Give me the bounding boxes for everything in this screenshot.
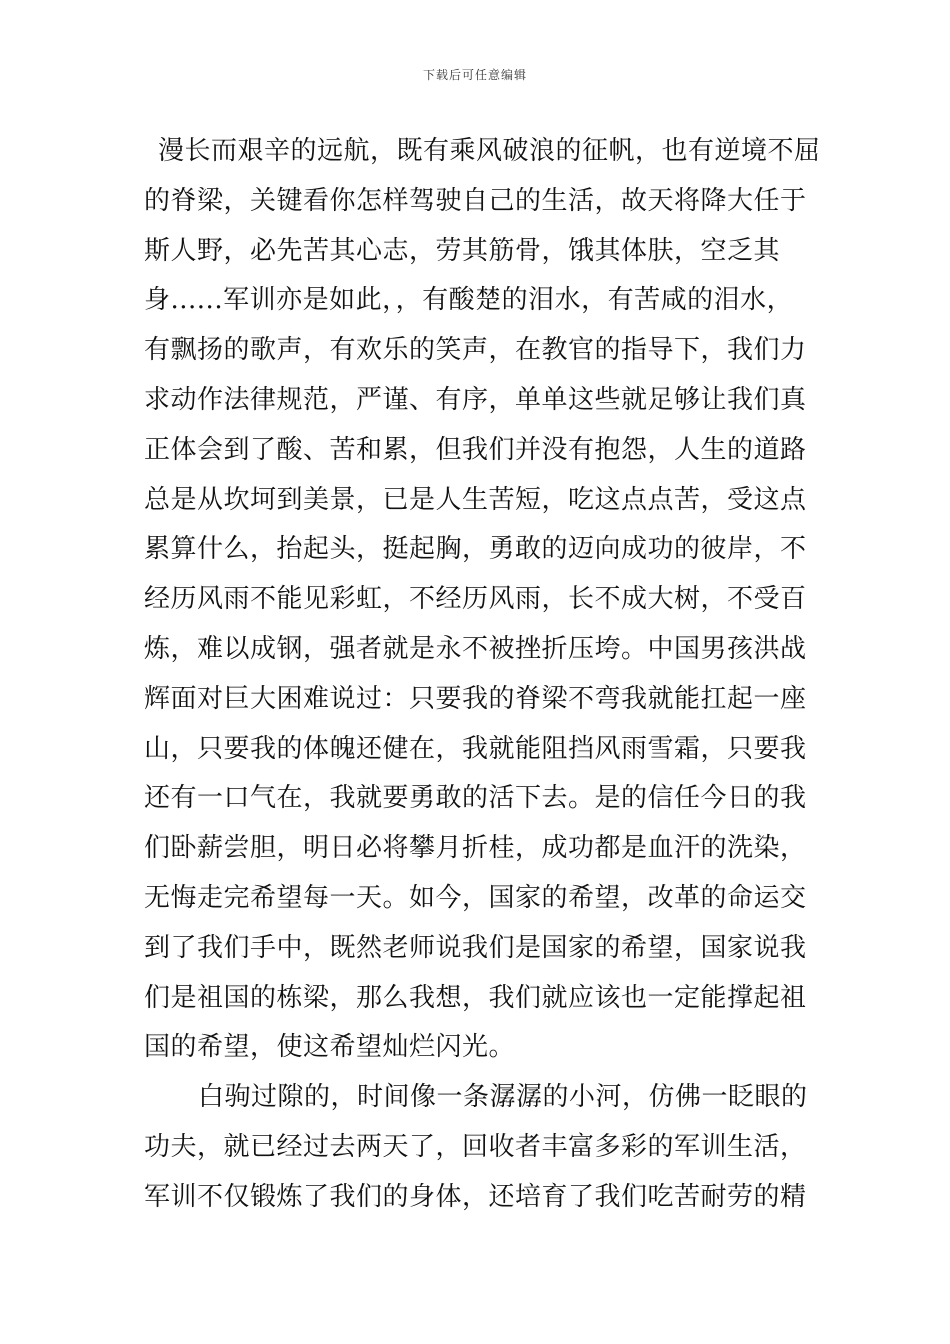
text-line: 求动作法律规范，严谨、有序，单单这些就足够让我们真 xyxy=(144,384,807,415)
text-line: 漫长而艰辛的远航，既有乘风破浪的征帆，也有逆境不屈 xyxy=(158,136,821,166)
text-line: 正体会到了酸、苦和累，但我们并没有抱怨，人生的道路 xyxy=(144,434,807,465)
text-line: 辉面对巨大困难说过：只要我的脊梁不弯我就能扛起一座 xyxy=(144,683,807,714)
text-line: 的脊梁，关键看你怎样驾驶自己的生活，故天将降大任于 xyxy=(144,185,807,216)
text-line: 总是从坎坷到美景，已是人生苦短，吃这点点苦，受这点 xyxy=(144,484,807,515)
page-header: 下载后可任意编辑 xyxy=(422,68,527,82)
text-line: 有飘扬的歌声，有欢乐的笑声，在教官的指导下，我们力 xyxy=(144,335,807,366)
body-text xyxy=(144,129,824,1225)
text-line: 们卧薪尝胆，明日必将攀月折桂，成功都是血汗的洗染， xyxy=(144,833,807,864)
text-line: 斯人野，必先苦其心志，劳其筋骨，饿其体肤，空乏其 xyxy=(144,235,781,266)
text-line: 累算什么，抬起头，挺起胸，勇敢的迈向成功的彼岸，不 xyxy=(144,534,807,565)
text-line: 山，只要我的体魄还健在，我就能阻挡风雨雪霜，只要我 xyxy=(144,733,807,764)
text-line: 军训不仅锻炼了我们的身体，还培育了我们吃苦耐劳的精 xyxy=(144,1181,807,1212)
text-line: 无悔走完希望每一天。如今，国家的希望，改革的命运交 xyxy=(144,882,807,913)
text-line: 功夫，就已经过去两天了，回收者丰富多彩的军训生活， xyxy=(144,1131,807,1162)
text-line: 们是祖国的栋梁，那么我想，我们就应该也一定能撑起祖 xyxy=(144,982,807,1013)
text-line: 炼，难以成钢，强者就是永不被挫折压垮。中国男孩洪战 xyxy=(144,633,807,664)
text-line: 经历风雨不能见彩虹，不经历风雨，长不成大树，不受百 xyxy=(144,584,807,615)
text-line: 身......军训亦是如此，，有酸楚的泪水，有苦咸的泪水， xyxy=(144,285,794,316)
text-line: 国的希望，使这希望灿烂闪光。 xyxy=(144,1032,516,1063)
text-line: 到了我们手中，既然老师说我们是国家的希望，国家说我 xyxy=(144,932,807,963)
text-line: 还有一口气在，我就要勇敢的活下去。是的信任今日的我 xyxy=(144,783,807,814)
text-line: 白驹过隙的，时间像一条潺潺的小河，仿佛一眨眼的 xyxy=(198,1082,808,1113)
